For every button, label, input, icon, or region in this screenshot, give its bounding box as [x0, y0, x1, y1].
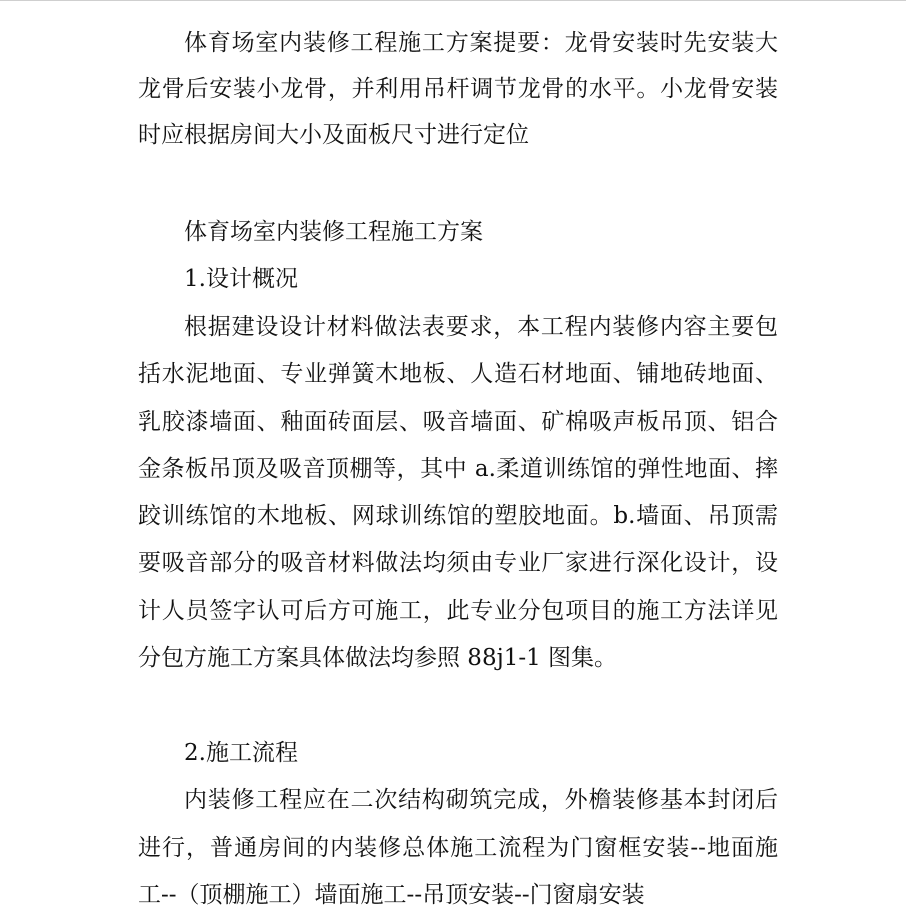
document-title: 体育场室内装修工程施工方案 [184, 219, 483, 245]
section-heading: 2.施工流程 [184, 740, 298, 766]
top-divider [0, 0, 906, 1]
abstract-paragraph [138, 20, 778, 158]
abstract-label: 体育场室内装修工程施工方案提要： [184, 30, 565, 56]
section-paragraph: 内装修工程应在二次结构砌筑完成，外檐装修基本封闭后进行，普通房间的内装修总体施工流程为门窗框安装--地面施工--（顶棚施工）墙面施工--吊顶安装--门窗扇安装 [138, 787, 778, 908]
section-heading: 1.设计概况 [184, 266, 298, 292]
section-paragraph: 根据建设设计材料做法表要求，本工程内装修内容主要包括水泥地面、专业弹簧木地板、人造石材地面、铺地砖地面、乳胶漆墙面、釉面砖面层、吸音墙面、矿棉吸声板吊顶、铝合金条板吊顶及吸音顶棚等，其中 a.柔道训练馆的弹性地面、摔跤训练馆的木地板、网球训练馆的塑胶地面。b.墙面、吊顶需要吸音部分的吸音材料做法均须由专业厂家进行深化设计，设计人员签字认可后方可施工，此专业分包项目的施工方法详见分包方施工方案具体做法均参照 88j1-1 图集。 [138, 314, 778, 672]
abstract-text: 龙骨安装时先安装大龙骨后安装小龙骨，并利用吊杆调节龙骨的水平。小龙骨安装时应根据房间大小及面板尺寸进行定位 [138, 30, 779, 148]
